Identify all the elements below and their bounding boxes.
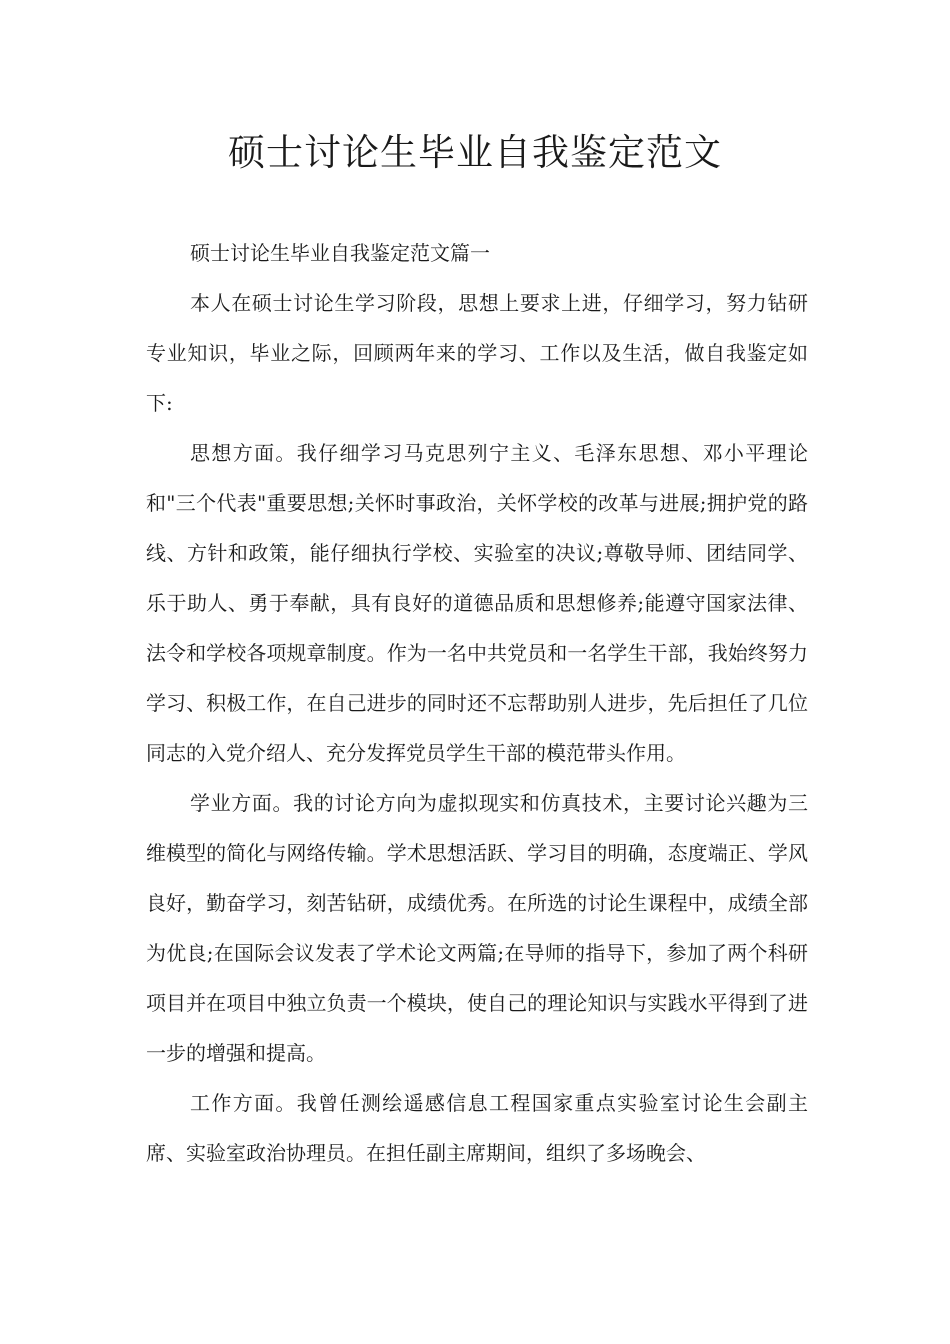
paragraph-intro: 本人在硕士讨论生学习阶段，思想上要求上进，仔细学习，努力钻研专业知识，毕业之际，回顾两年来的学习、工作以及生活，做自我鉴定如下:	[146, 291, 808, 415]
document-body	[146, 228, 808, 1178]
document-title: 硕士讨论生毕业自我鉴定范文	[228, 131, 722, 174]
paragraph-work: 工作方面。我曾任测绘遥感信息工程国家重点实验室讨论生会副主席、实验室政治协理员。在担任副主席期间，组织了多场晚会、	[146, 1091, 808, 1165]
paragraph-ideology: 思想方面。我仔细学习马克思列宁主义、毛泽东思想、邓小平理论和"三个代表"重要思想;关怀时事政治，关怀学校的改革与进展;拥护党的路线、方针和政策，能仔细执行学校、实验室的决议;尊敬导师、团结同学、乐于助人、勇于奉献，具有良好的道德品质和思想修养;能遵守国家法律、法令和学校各项规章制度。作为一名中共党员和一名学生干部，我始终努力学习、积极工作，在自己进步的同时还不忘帮助别人进步，先后担任了几位同志的入党介绍人、充分发挥党员学生干部的模范带头作用。	[146, 441, 808, 765]
section-heading: 硕士讨论生毕业自我鉴定范文篇一	[190, 241, 490, 265]
paragraph-academics: 学业方面。我的讨论方向为虚拟现实和仿真技术，主要讨论兴趣为三维模型的简化与网络传输。学术思想活跃、学习目的明确，态度端正、学风良好，勤奋学习，刻苦钻研，成绩优秀。在所选的讨论生课程中，成绩全部为优良;在国际会议发表了学术论文两篇;在导师的指导下，参加了两个科研项目并在项目中独立负责一个模块，使自己的理论知识与实践水平得到了进一步的增强和提高。	[146, 791, 808, 1065]
